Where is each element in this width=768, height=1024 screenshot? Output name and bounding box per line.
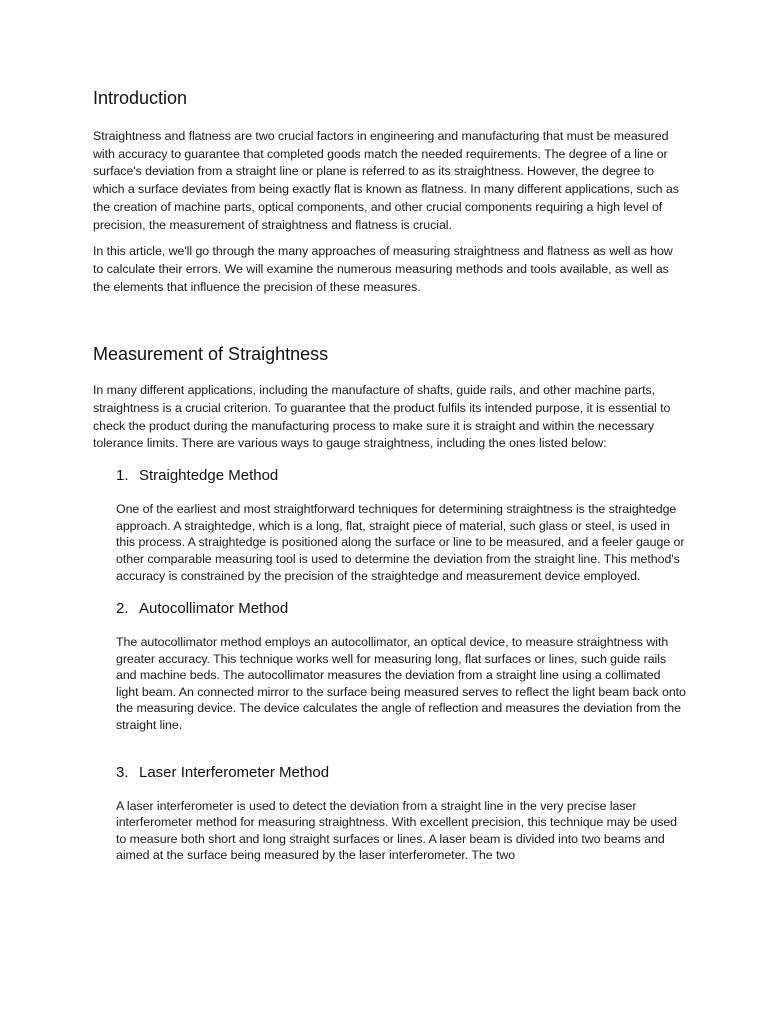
method-number: 1. — [116, 467, 129, 485]
method-number: 2. — [116, 600, 129, 618]
method-title: Laser Interferometer Method — [139, 763, 330, 781]
straightness-intro-paragraph: In many different applications, including the manufacture of shafts, guide rails, and other machine parts, straightness is a crucial criterion. To guarantee that the product fulfils its intended purpose, it is essential to check the product during the manufacturing process to make sure it is straight and within the necessary tolerance limits. There are various ways to gauge straightness, including the ones listed below: — [93, 383, 671, 451]
intro-paragraph-1: Straightness and flatness are two crucial factors in engineering and manufacturing that must be measured with accuracy to guarantee that completed goods match the needed requirements. The degree of a line or surface's deviation from a straight line or plane is referred to as its straightness. However, the degree to which a surface deviates from being exactly flat is known as flatness. In many different applications, such as the creation of machine parts, optical components, and other crucial components requiring a high level of precision, the measurement of straightness and flatness is crucial. — [93, 129, 679, 232]
method-description: The autocollimator method employs an autocollimator, an optical device, to measure straightness with greater accuracy. This technique works well for measuring long, flat surfaces or lines, such guide rails and machine beds. The autocollimator measures the deviation from a straight line using a collimated light beam. An connected mirror to the surface being measured serves to reflect the light beam back onto the measuring device. The device calculates the angle of reflection and measures the deviation from the straight line. — [116, 635, 686, 733]
method-laser-interferometer — [116, 763, 686, 864]
method-heading — [116, 599, 686, 619]
method-heading — [116, 466, 686, 486]
document-content — [93, 86, 686, 864]
method-heading — [116, 763, 686, 783]
intro-paragraph-2: In this article, we'll go through the many approaches of measuring straightness and flatness as well as how to calculate their errors. We will examine the numerous measuring methods and tools available, as well as the elements that influence the precision of these measures. — [93, 244, 673, 294]
method-straightedge — [116, 466, 686, 584]
method-title: Autocollimator Method — [139, 600, 289, 618]
method-description: One of the earliest and most straightforward techniques for determining straightness is the straightedge approach. A straightedge, which is a long, flat, straight piece of material, such glass or steel, is used in this process. A straightedge is positioned along the surface or line to be measured, and a feeler gauge or other comparable measuring tool is used to determine the deviation from the straight line. This method's accuracy is constrained by the precision of the straightedge and measurement device employed. — [116, 502, 685, 583]
straightness-heading: Measurement of Straightness — [93, 344, 329, 365]
introduction-heading: Introduction — [93, 88, 188, 108]
method-autocollimator — [116, 599, 686, 734]
method-description: A laser interferometer is used to detect the deviation from a straight line in the very precise laser interferometer method for measuring straightness. With excellent precision, this technique may be used to measure both short and long straight surfaces or lines. A laser beam is divided into two beams and aimed at the surface being measured by the laser interferometer. The two — [116, 798, 678, 863]
method-title: Straightedge Method — [139, 467, 279, 485]
method-number: 3. — [116, 763, 129, 781]
